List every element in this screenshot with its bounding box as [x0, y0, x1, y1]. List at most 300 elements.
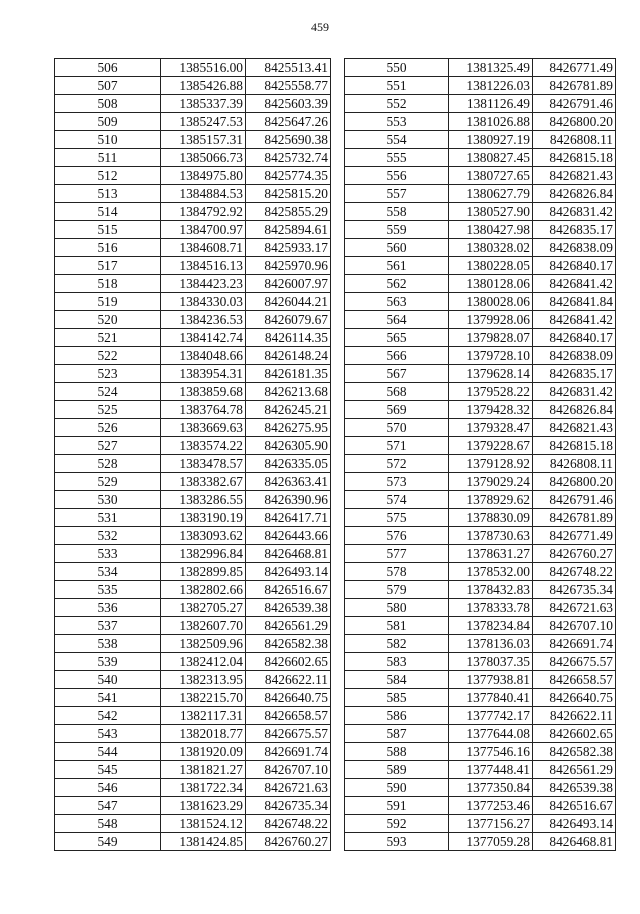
table-row [55, 77, 331, 95]
x-coordinate-cell: 1383764.78 [161, 401, 246, 419]
table-row [345, 743, 616, 761]
y-coordinate-cell: 8426721.63 [246, 779, 331, 797]
x-coordinate-cell: 1379328.47 [449, 419, 533, 437]
y-coordinate-cell: 8425690.38 [246, 131, 331, 149]
x-coordinate-cell: 1378136.03 [449, 635, 533, 653]
x-coordinate-cell: 1382018.77 [161, 725, 246, 743]
x-coordinate-cell: 1382117.31 [161, 707, 246, 725]
table-row [345, 95, 616, 113]
x-coordinate-cell: 1379428.32 [449, 401, 533, 419]
table-row [55, 581, 331, 599]
point-number-cell: 583 [345, 653, 449, 671]
coordinates-table-right [344, 58, 616, 851]
table-row [55, 779, 331, 797]
y-coordinate-cell: 8426841.42 [533, 311, 616, 329]
x-coordinate-cell: 1379628.14 [449, 365, 533, 383]
table-row [345, 671, 616, 689]
point-number-cell: 562 [345, 275, 449, 293]
point-number-cell: 572 [345, 455, 449, 473]
x-coordinate-cell: 1384330.03 [161, 293, 246, 311]
point-number-cell: 541 [55, 689, 161, 707]
table-row [345, 167, 616, 185]
x-coordinate-cell: 1381821.27 [161, 761, 246, 779]
point-number-cell: 547 [55, 797, 161, 815]
x-coordinate-cell: 1381623.29 [161, 797, 246, 815]
table-row [55, 599, 331, 617]
y-coordinate-cell: 8426748.22 [533, 563, 616, 581]
point-number-cell: 509 [55, 113, 161, 131]
table-row [345, 401, 616, 419]
x-coordinate-cell: 1384142.74 [161, 329, 246, 347]
table-row [345, 635, 616, 653]
table-row [345, 779, 616, 797]
x-coordinate-cell: 1385426.88 [161, 77, 246, 95]
table-row [55, 743, 331, 761]
point-number-cell: 581 [345, 617, 449, 635]
y-coordinate-cell: 8426808.11 [533, 131, 616, 149]
x-coordinate-cell: 1385157.31 [161, 131, 246, 149]
point-number-cell: 518 [55, 275, 161, 293]
point-number-cell: 519 [55, 293, 161, 311]
y-coordinate-cell: 8426114.35 [246, 329, 331, 347]
table-row [345, 833, 616, 851]
point-number-cell: 510 [55, 131, 161, 149]
x-coordinate-cell: 1377742.17 [449, 707, 533, 725]
x-coordinate-cell: 1382607.70 [161, 617, 246, 635]
y-coordinate-cell: 8426582.38 [533, 743, 616, 761]
table-row [345, 131, 616, 149]
table-row [345, 221, 616, 239]
x-coordinate-cell: 1383382.67 [161, 473, 246, 491]
y-coordinate-cell: 8426841.42 [533, 275, 616, 293]
table-row [55, 113, 331, 131]
x-coordinate-cell: 1385247.53 [161, 113, 246, 131]
y-coordinate-cell: 8426707.10 [533, 617, 616, 635]
point-number-cell: 577 [345, 545, 449, 563]
table-row [345, 293, 616, 311]
point-number-cell: 546 [55, 779, 161, 797]
x-coordinate-cell: 1384975.80 [161, 167, 246, 185]
point-number-cell: 589 [345, 761, 449, 779]
point-number-cell: 573 [345, 473, 449, 491]
point-number-cell: 511 [55, 149, 161, 167]
y-coordinate-cell: 8426245.21 [246, 401, 331, 419]
x-coordinate-cell: 1384516.13 [161, 257, 246, 275]
point-number-cell: 545 [55, 761, 161, 779]
table-row [345, 383, 616, 401]
table-row [345, 77, 616, 95]
point-number-cell: 561 [345, 257, 449, 275]
x-coordinate-cell: 1383478.57 [161, 455, 246, 473]
x-coordinate-cell: 1380427.98 [449, 221, 533, 239]
table-row [55, 563, 331, 581]
page-number: 459 [311, 20, 329, 34]
y-coordinate-cell: 8426831.42 [533, 203, 616, 221]
table-row [55, 617, 331, 635]
x-coordinate-cell: 1378631.27 [449, 545, 533, 563]
x-coordinate-cell: 1381722.34 [161, 779, 246, 797]
x-coordinate-cell: 1382705.27 [161, 599, 246, 617]
point-number-cell: 564 [345, 311, 449, 329]
y-coordinate-cell: 8426835.17 [533, 221, 616, 239]
x-coordinate-cell: 1381026.88 [449, 113, 533, 131]
table-row [345, 491, 616, 509]
x-coordinate-cell: 1382313.95 [161, 671, 246, 689]
table-row [345, 59, 616, 77]
x-coordinate-cell: 1377448.41 [449, 761, 533, 779]
x-coordinate-cell: 1383574.22 [161, 437, 246, 455]
y-coordinate-cell: 8426640.75 [246, 689, 331, 707]
point-number-cell: 536 [55, 599, 161, 617]
table-row [55, 293, 331, 311]
point-number-cell: 514 [55, 203, 161, 221]
point-number-cell: 508 [55, 95, 161, 113]
point-number-cell: 549 [55, 833, 161, 851]
point-number-cell: 558 [345, 203, 449, 221]
y-coordinate-cell: 8425603.39 [246, 95, 331, 113]
point-number-cell: 579 [345, 581, 449, 599]
point-number-cell: 540 [55, 671, 161, 689]
y-coordinate-cell: 8426007.97 [246, 275, 331, 293]
x-coordinate-cell: 1380627.79 [449, 185, 533, 203]
table-row [55, 275, 331, 293]
point-number-cell: 552 [345, 95, 449, 113]
y-coordinate-cell: 8426835.17 [533, 365, 616, 383]
point-number-cell: 520 [55, 311, 161, 329]
table-row [55, 167, 331, 185]
table-row [55, 203, 331, 221]
x-coordinate-cell: 1383286.55 [161, 491, 246, 509]
point-number-cell: 512 [55, 167, 161, 185]
table-row [55, 725, 331, 743]
point-number-cell: 544 [55, 743, 161, 761]
x-coordinate-cell: 1380927.19 [449, 131, 533, 149]
x-coordinate-cell: 1385516.00 [161, 59, 246, 77]
point-number-cell: 530 [55, 491, 161, 509]
table-row [345, 725, 616, 743]
y-coordinate-cell: 8426791.46 [533, 491, 616, 509]
y-coordinate-cell: 8426781.89 [533, 509, 616, 527]
point-number-cell: 522 [55, 347, 161, 365]
point-number-cell: 551 [345, 77, 449, 95]
table-row [55, 455, 331, 473]
x-coordinate-cell: 1381325.49 [449, 59, 533, 77]
coordinates-table-left [54, 58, 331, 851]
table-row [345, 257, 616, 275]
point-number-cell: 513 [55, 185, 161, 203]
x-coordinate-cell: 1380727.65 [449, 167, 533, 185]
x-coordinate-cell: 1385066.73 [161, 149, 246, 167]
y-coordinate-cell: 8426539.38 [246, 599, 331, 617]
point-number-cell: 517 [55, 257, 161, 275]
point-number-cell: 538 [55, 635, 161, 653]
table-row [345, 365, 616, 383]
table-row [345, 707, 616, 725]
point-number-cell: 568 [345, 383, 449, 401]
y-coordinate-cell: 8425647.26 [246, 113, 331, 131]
point-number-cell: 590 [345, 779, 449, 797]
x-coordinate-cell: 1379828.07 [449, 329, 533, 347]
x-coordinate-cell: 1381424.85 [161, 833, 246, 851]
table-row [345, 473, 616, 491]
x-coordinate-cell: 1377546.16 [449, 743, 533, 761]
point-number-cell: 582 [345, 635, 449, 653]
y-coordinate-cell: 8426622.11 [533, 707, 616, 725]
table-row [55, 797, 331, 815]
y-coordinate-cell: 8426561.29 [246, 617, 331, 635]
y-coordinate-cell: 8426808.11 [533, 455, 616, 473]
y-coordinate-cell: 8426417.71 [246, 509, 331, 527]
point-number-cell: 527 [55, 437, 161, 455]
x-coordinate-cell: 1384423.23 [161, 275, 246, 293]
y-coordinate-cell: 8426691.74 [246, 743, 331, 761]
point-number-cell: 554 [345, 131, 449, 149]
y-coordinate-cell: 8426781.89 [533, 77, 616, 95]
y-coordinate-cell: 8426800.20 [533, 473, 616, 491]
table-row [55, 491, 331, 509]
point-number-cell: 578 [345, 563, 449, 581]
point-number-cell: 575 [345, 509, 449, 527]
point-number-cell: 535 [55, 581, 161, 599]
point-number-cell: 543 [55, 725, 161, 743]
point-number-cell: 566 [345, 347, 449, 365]
table-row [55, 707, 331, 725]
x-coordinate-cell: 1378830.09 [449, 509, 533, 527]
point-number-cell: 555 [345, 149, 449, 167]
y-coordinate-cell: 8426760.27 [246, 833, 331, 851]
point-number-cell: 537 [55, 617, 161, 635]
table-row [55, 221, 331, 239]
table-row [345, 419, 616, 437]
table-row [55, 815, 331, 833]
y-coordinate-cell: 8426675.57 [246, 725, 331, 743]
point-number-cell: 556 [345, 167, 449, 185]
table-row [55, 545, 331, 563]
table-row [345, 815, 616, 833]
point-number-cell: 548 [55, 815, 161, 833]
x-coordinate-cell: 1380128.06 [449, 275, 533, 293]
x-coordinate-cell: 1377938.81 [449, 671, 533, 689]
y-coordinate-cell: 8426602.65 [533, 725, 616, 743]
x-coordinate-cell: 1385337.39 [161, 95, 246, 113]
x-coordinate-cell: 1379528.22 [449, 383, 533, 401]
x-coordinate-cell: 1379228.67 [449, 437, 533, 455]
point-number-cell: 521 [55, 329, 161, 347]
point-number-cell: 592 [345, 815, 449, 833]
table-row [345, 581, 616, 599]
y-coordinate-cell: 8426602.65 [246, 653, 331, 671]
y-coordinate-cell: 8426658.57 [533, 671, 616, 689]
point-number-cell: 516 [55, 239, 161, 257]
point-number-cell: 576 [345, 527, 449, 545]
point-number-cell: 550 [345, 59, 449, 77]
x-coordinate-cell: 1379128.92 [449, 455, 533, 473]
x-coordinate-cell: 1379728.10 [449, 347, 533, 365]
point-number-cell: 506 [55, 59, 161, 77]
y-coordinate-cell: 8426335.05 [246, 455, 331, 473]
table-row [55, 329, 331, 347]
table-row [345, 545, 616, 563]
x-coordinate-cell: 1383190.19 [161, 509, 246, 527]
table-row [345, 797, 616, 815]
point-number-cell: 563 [345, 293, 449, 311]
x-coordinate-cell: 1382899.85 [161, 563, 246, 581]
point-number-cell: 532 [55, 527, 161, 545]
table-row [345, 203, 616, 221]
point-number-cell: 557 [345, 185, 449, 203]
table-row [55, 473, 331, 491]
y-coordinate-cell: 8426516.67 [246, 581, 331, 599]
x-coordinate-cell: 1380527.90 [449, 203, 533, 221]
table-row [55, 509, 331, 527]
point-number-cell: 531 [55, 509, 161, 527]
x-coordinate-cell: 1381126.49 [449, 95, 533, 113]
y-coordinate-cell: 8426800.20 [533, 113, 616, 131]
y-coordinate-cell: 8426622.11 [246, 671, 331, 689]
x-coordinate-cell: 1381524.12 [161, 815, 246, 833]
point-number-cell: 587 [345, 725, 449, 743]
y-coordinate-cell: 8426640.75 [533, 689, 616, 707]
x-coordinate-cell: 1382996.84 [161, 545, 246, 563]
y-coordinate-cell: 8426468.81 [246, 545, 331, 563]
x-coordinate-cell: 1384236.53 [161, 311, 246, 329]
x-coordinate-cell: 1384700.97 [161, 221, 246, 239]
table-row [55, 347, 331, 365]
point-number-cell: 588 [345, 743, 449, 761]
table-row [55, 653, 331, 671]
x-coordinate-cell: 1378333.78 [449, 599, 533, 617]
y-coordinate-cell: 8426821.43 [533, 167, 616, 185]
point-number-cell: 580 [345, 599, 449, 617]
x-coordinate-cell: 1383093.62 [161, 527, 246, 545]
y-coordinate-cell: 8425815.20 [246, 185, 331, 203]
y-coordinate-cell: 8426791.46 [533, 95, 616, 113]
point-number-cell: 565 [345, 329, 449, 347]
x-coordinate-cell: 1383954.31 [161, 365, 246, 383]
table-row [55, 383, 331, 401]
point-number-cell: 574 [345, 491, 449, 509]
y-coordinate-cell: 8426363.41 [246, 473, 331, 491]
point-number-cell: 584 [345, 671, 449, 689]
y-coordinate-cell: 8426516.67 [533, 797, 616, 815]
table-row [345, 329, 616, 347]
x-coordinate-cell: 1384884.53 [161, 185, 246, 203]
x-coordinate-cell: 1382412.04 [161, 653, 246, 671]
y-coordinate-cell: 8426675.57 [533, 653, 616, 671]
table-row [55, 635, 331, 653]
table-body-right [345, 59, 616, 851]
table-row [345, 527, 616, 545]
x-coordinate-cell: 1378730.63 [449, 527, 533, 545]
table-row [345, 563, 616, 581]
x-coordinate-cell: 1382509.96 [161, 635, 246, 653]
x-coordinate-cell: 1379029.24 [449, 473, 533, 491]
point-number-cell: 567 [345, 365, 449, 383]
x-coordinate-cell: 1379928.06 [449, 311, 533, 329]
x-coordinate-cell: 1377059.28 [449, 833, 533, 851]
table-row [345, 185, 616, 203]
point-number-cell: 533 [55, 545, 161, 563]
y-coordinate-cell: 8426181.35 [246, 365, 331, 383]
point-number-cell: 526 [55, 419, 161, 437]
y-coordinate-cell: 8426760.27 [533, 545, 616, 563]
table-row [55, 365, 331, 383]
table-row [345, 509, 616, 527]
x-coordinate-cell: 1378432.83 [449, 581, 533, 599]
y-coordinate-cell: 8426831.42 [533, 383, 616, 401]
table-row [345, 437, 616, 455]
point-number-cell: 586 [345, 707, 449, 725]
y-coordinate-cell: 8425933.17 [246, 239, 331, 257]
y-coordinate-cell: 8426658.57 [246, 707, 331, 725]
y-coordinate-cell: 8426841.84 [533, 293, 616, 311]
x-coordinate-cell: 1383669.63 [161, 419, 246, 437]
table-row [55, 149, 331, 167]
table-row [55, 257, 331, 275]
point-number-cell: 559 [345, 221, 449, 239]
point-number-cell: 534 [55, 563, 161, 581]
table-row [55, 131, 331, 149]
table-row [345, 113, 616, 131]
y-coordinate-cell: 8426539.38 [533, 779, 616, 797]
y-coordinate-cell: 8426838.09 [533, 239, 616, 257]
table-row [55, 833, 331, 851]
point-number-cell: 569 [345, 401, 449, 419]
y-coordinate-cell: 8426815.18 [533, 437, 616, 455]
y-coordinate-cell: 8426771.49 [533, 59, 616, 77]
x-coordinate-cell: 1377156.27 [449, 815, 533, 833]
y-coordinate-cell: 8426044.21 [246, 293, 331, 311]
point-number-cell: 571 [345, 437, 449, 455]
point-number-cell: 539 [55, 653, 161, 671]
y-coordinate-cell: 8426468.81 [533, 833, 616, 851]
x-coordinate-cell: 1381226.03 [449, 77, 533, 95]
y-coordinate-cell: 8426735.34 [246, 797, 331, 815]
x-coordinate-cell: 1377644.08 [449, 725, 533, 743]
point-number-cell: 570 [345, 419, 449, 437]
table-row [55, 311, 331, 329]
y-coordinate-cell: 8426305.90 [246, 437, 331, 455]
table-row [345, 653, 616, 671]
y-coordinate-cell: 8426213.68 [246, 383, 331, 401]
y-coordinate-cell: 8426390.96 [246, 491, 331, 509]
y-coordinate-cell: 8426821.43 [533, 419, 616, 437]
point-number-cell: 523 [55, 365, 161, 383]
y-coordinate-cell: 8426079.67 [246, 311, 331, 329]
point-number-cell: 585 [345, 689, 449, 707]
y-coordinate-cell: 8425855.29 [246, 203, 331, 221]
y-coordinate-cell: 8425970.96 [246, 257, 331, 275]
table-row [55, 239, 331, 257]
x-coordinate-cell: 1378532.00 [449, 563, 533, 581]
x-coordinate-cell: 1384792.92 [161, 203, 246, 221]
table-row [345, 599, 616, 617]
y-coordinate-cell: 8426748.22 [246, 815, 331, 833]
y-coordinate-cell: 8426707.10 [246, 761, 331, 779]
table-row [55, 59, 331, 77]
y-coordinate-cell: 8425558.77 [246, 77, 331, 95]
y-coordinate-cell: 8426840.17 [533, 257, 616, 275]
x-coordinate-cell: 1382802.66 [161, 581, 246, 599]
y-coordinate-cell: 8426443.66 [246, 527, 331, 545]
point-number-cell: 525 [55, 401, 161, 419]
x-coordinate-cell: 1378234.84 [449, 617, 533, 635]
table-row [345, 311, 616, 329]
table-row [345, 347, 616, 365]
x-coordinate-cell: 1377350.84 [449, 779, 533, 797]
point-number-cell: 560 [345, 239, 449, 257]
y-coordinate-cell: 8425774.35 [246, 167, 331, 185]
